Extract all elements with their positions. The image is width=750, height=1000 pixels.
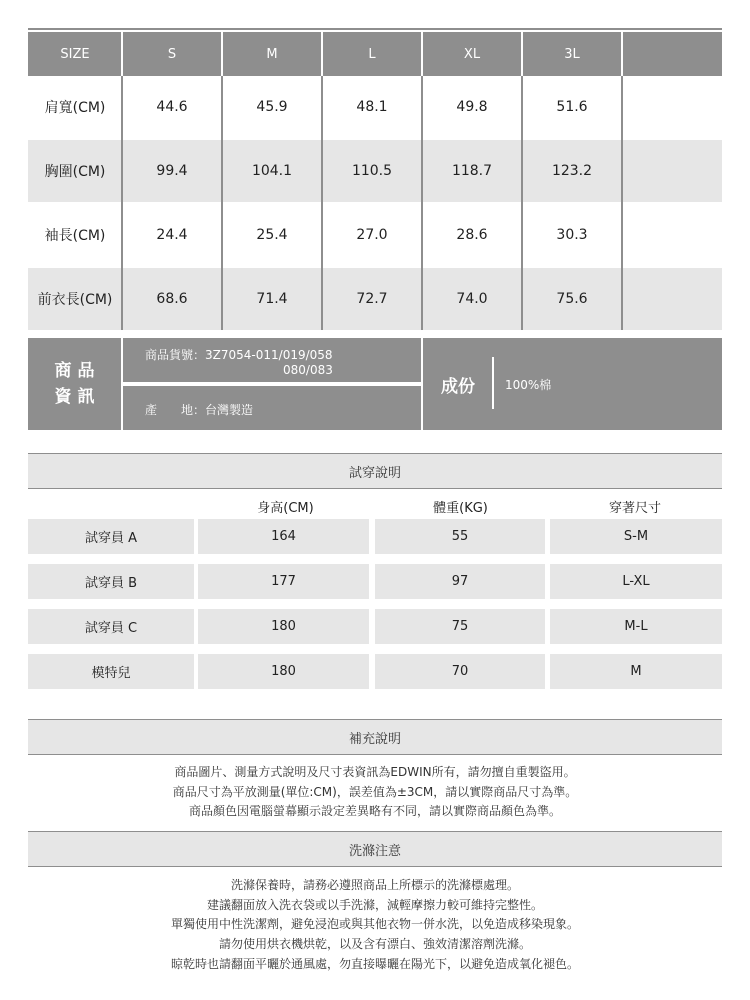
fit-row-name: 試穿員 B [28,564,194,599]
fit-column-header: 體重(KG) [433,500,488,516]
fit-column-header: 身高(CM) [257,500,314,516]
fit-row-name: 試穿員 A [28,519,194,554]
size-header-cell-s: S [167,46,177,62]
size-header-cell-xl: XL [463,46,481,62]
table-row [28,76,722,138]
cell-value: 51.6 [556,99,588,115]
cell-value: 49.8 [456,99,488,115]
fit-row-weight: 70 [375,654,545,689]
material-value: 100%棉 [505,378,552,392]
cell-value: 68.6 [156,291,188,307]
table-row [28,268,722,330]
product-info-panel [28,338,722,430]
product-info-title [28,338,121,430]
supplement-line: 商品尺寸為平放測量(單位:CM)，誤差值為±3CM，請以實際商品尺寸為準。 [172,785,578,799]
origin-label: 產 地： [145,403,206,417]
cell-value: 74.0 [456,291,488,307]
fit-row-size: M-L [550,609,722,644]
cell-value [622,76,722,138]
fit-section-title: 試穿說明 [28,453,722,489]
header-divider [321,32,323,76]
washing-title: 洗滌注意 [28,831,722,867]
material-box [423,338,722,430]
fit-row-weight: 75 [375,609,545,644]
product-code-label: 商品貨號： [145,348,206,362]
cell-value: 24.4 [156,227,188,243]
supplement-line: 商品顏色因電腦螢幕顯示設定差異略有不同，請以實際商品顏色為準。 [188,804,561,818]
cell-value: 72.7 [356,291,388,307]
cell-value: 27.0 [356,227,388,243]
header-divider [221,32,223,76]
washing-line: 洗滌保養時，請務必遵照商品上所標示的洗滌標處理。 [230,878,519,892]
column-divider [221,76,223,330]
cell-value [622,140,722,202]
fit-row-height: 177 [198,564,369,599]
fit-row-size: L-XL [550,564,722,599]
column-divider [121,76,123,330]
size-header-cell-3l: 3L [564,46,580,62]
cell-value: 44.6 [156,99,188,115]
fit-row-name: 模特兒 [28,654,194,689]
size-header-cell-label: SIZE [60,46,90,62]
cell-value: 75.6 [556,291,588,307]
cell-value: 28.6 [456,227,488,243]
supplement-line: 商品圖片、測量方式說明及尺寸表資訊為EDWIN所有，請勿擅自重製盜用。 [174,765,576,779]
header-divider [621,32,623,76]
origin-value: 台灣製造 [205,403,254,417]
cell-value: 30.3 [556,227,588,243]
size-header-cell-m: M [266,46,278,62]
row-label: 肩寬(CM) [44,100,106,116]
product-code-value-1: 3Z7054-011/019/058 [205,348,333,362]
cell-value: 48.1 [356,99,388,115]
product-code-box [123,338,421,382]
header-divider [521,32,523,76]
fit-row-height: 164 [198,519,369,554]
column-divider [621,76,623,330]
fit-row-weight: 97 [375,564,545,599]
supplement-title: 補充說明 [28,719,722,755]
fit-row-weight: 55 [375,519,545,554]
header-divider [421,32,423,76]
cell-value: 118.7 [451,163,493,179]
fit-row-height: 180 [198,654,369,689]
size-header-cell-l: L [368,46,376,62]
cell-value: 123.2 [551,163,593,179]
column-divider [421,76,423,330]
size-header-row [28,32,722,76]
product-code-value-2: 080/083 [283,363,333,377]
cell-value: 71.4 [256,291,288,307]
fit-row-height: 180 [198,609,369,644]
cell-value: 99.4 [156,163,188,179]
material-divider [492,357,494,409]
fit-row-size: S-M [550,519,722,554]
table-row [28,204,722,266]
fit-row-size: M [550,654,722,689]
cell-value [622,204,722,266]
table-row [28,140,722,202]
size-table [28,28,722,332]
cell-value: 104.1 [251,163,293,179]
fit-row-name: 試穿員 C [28,609,194,644]
cell-value [622,268,722,330]
row-label: 前衣長(CM) [37,292,113,308]
origin-box [123,386,421,430]
header-divider [121,32,123,76]
size-header-cell-empty [622,32,722,76]
column-divider [521,76,523,330]
washing-line: 建議翻面放入洗衣袋或以手洗滌，減輕摩擦力較可維持完整性。 [206,898,543,912]
table-top-rule [28,28,722,30]
washing-line: 請勿使用烘衣機烘乾，以及含有漂白、強效清潔溶劑洗滌。 [218,937,531,951]
row-label: 胸圍(CM) [44,164,106,180]
product-info-title-line2: 資 訊 [54,387,95,407]
material-label: 成份 [441,377,475,397]
row-label: 袖長(CM) [44,228,106,244]
washing-line: 單獨使用中性洗潔劑，避免浸泡或與其他衣物一併水洗，以免造成移染現象。 [170,917,579,931]
cell-value: 110.5 [351,163,393,179]
product-info-title-line1: 商 品 [54,361,95,381]
washing-line: 晾乾時也請翻面平曬於通風處，勿直接曝曬在陽光下，以避免造成氧化褪色。 [170,957,579,971]
fit-column-header: 穿著尺寸 [608,500,661,516]
cell-value: 25.4 [256,227,288,243]
column-divider [321,76,323,330]
cell-value: 45.9 [256,99,288,115]
